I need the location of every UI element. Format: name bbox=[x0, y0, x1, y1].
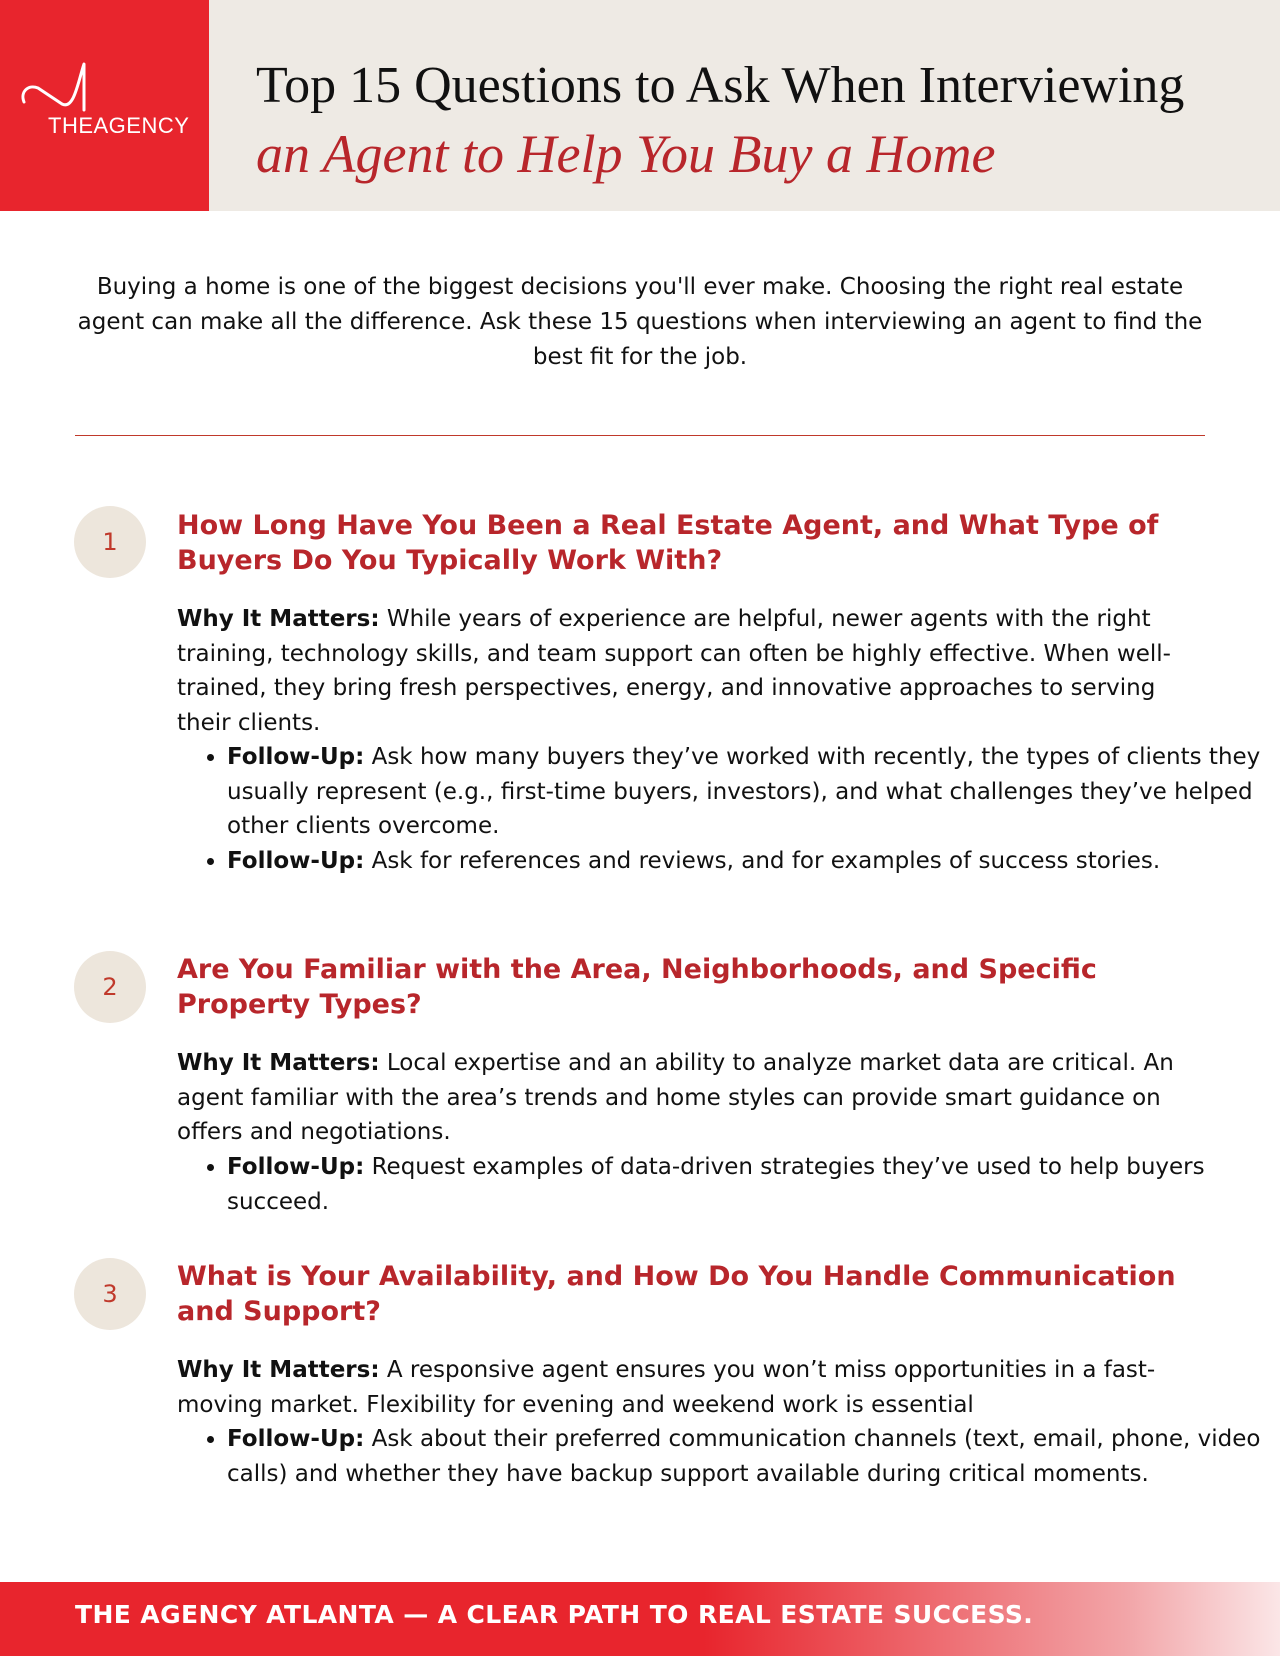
why-text: A responsive agent ensures you won’t miss opportunities in a fast-moving market. Flexibility for evening and weekend work is essential bbox=[177, 1357, 1156, 1418]
followup-text: Ask about their preferred communication channels (text, email, phone, video calls) and whether they have backup support available during critical moments. bbox=[227, 1426, 1261, 1487]
page-title: Top 15 Questions to Ask When Interviewing bbox=[256, 57, 1185, 114]
page-subtitle: an Agent to Help You Buy a Home bbox=[256, 124, 996, 184]
question-title: What is Your Availability, and How Do You Handle Communication and Support? bbox=[177, 1261, 1176, 1327]
why-label: Why It Matters: bbox=[177, 1357, 380, 1383]
question-number-badge: 1 bbox=[74, 506, 146, 578]
followup-item bbox=[227, 740, 1267, 844]
followup-item bbox=[227, 1422, 1267, 1491]
followup-list bbox=[177, 1150, 1267, 1219]
why-text: While years of experience are helpful, newer agents with the right training, technology skills, and team support can often be highly effective. When well-trained, they bring fresh perspectives, energy, and innovative approaches to serving their clients. bbox=[177, 606, 1171, 736]
question-title: Are You Familiar with the Area, Neighborhoods, and Specific Property Types? bbox=[177, 954, 1097, 1020]
followup-item bbox=[227, 1150, 1267, 1219]
followup-label: Follow-Up: bbox=[227, 847, 365, 874]
question-number-badge: 3 bbox=[74, 1258, 146, 1330]
followup-label: Follow-Up: bbox=[227, 1154, 365, 1180]
followup-text: Ask how many buyers they’ve worked with recently, the types of clients they usually represent (e.g., first-time buyers, investors), and what challenges they’ve helped other clients overcome. bbox=[227, 744, 1261, 839]
divider bbox=[75, 435, 1205, 436]
why-it-matters bbox=[177, 1353, 1207, 1422]
followup-item bbox=[227, 844, 1267, 879]
followup-label: Follow-Up: bbox=[227, 1426, 365, 1452]
why-text: Local expertise and an ability to analyze market data are critical. An agent familiar with the area’s trends and home styles can provide smart guidance on offers and negotiations. bbox=[177, 1050, 1174, 1145]
why-label: Why It Matters: bbox=[177, 1050, 380, 1076]
followup-text: Request examples of data-driven strategies they’ve used to help buyers succeed. bbox=[227, 1154, 1205, 1215]
followup-list bbox=[177, 1422, 1267, 1491]
question-title: How Long Have You Been a Real Estate Agent, and What Type of Buyers Do You Typically Work With? bbox=[177, 510, 1159, 576]
footer-tagline: THE AGENCY ATLANTA — A CLEAR PATH TO REAL ESTATE SUCCESS. bbox=[75, 1600, 1034, 1629]
logo bbox=[0, 0, 209, 211]
followup-list bbox=[177, 740, 1267, 878]
question-number-badge: 2 bbox=[74, 951, 146, 1023]
logo-text: THEAGENCY bbox=[48, 113, 190, 138]
followup-text: Ask for references and reviews, and for examples of success stories. bbox=[364, 847, 1161, 874]
why-it-matters bbox=[177, 602, 1207, 740]
followup-label: Follow-Up: bbox=[227, 744, 365, 770]
why-label: Why It Matters: bbox=[177, 606, 380, 632]
intro-paragraph: Buying a home is one of the biggest decisions you'll ever make. Choosing the right real estate agent can make all the difference. Ask these 15 questions when interviewing an agent to find the best fit for the job. bbox=[77, 274, 1203, 370]
why-it-matters bbox=[177, 1046, 1207, 1150]
